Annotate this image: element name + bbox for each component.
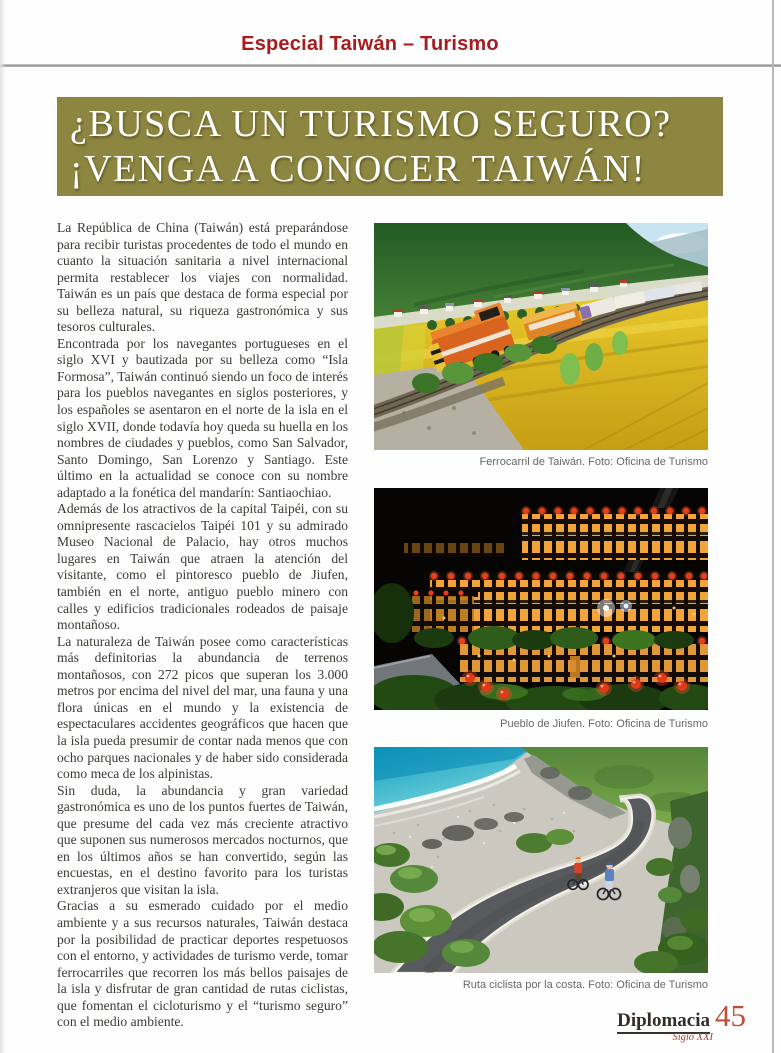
article-title-line2: ¡VENGA A CONOCER TAIWÁN! bbox=[70, 148, 646, 190]
paragraph: Sin duda, la abundancia y gran variedad gastronómica es uno de los puntos fuertes de Taiwán, que presume del cada vez más creciente atractivo que suponen sus numerosos mercados nocturnos, que en los últimos años se han convertido, según las encuestas, en el destino favorito para los turistas extranjeros que visitan la isla. bbox=[57, 782, 348, 897]
page-edge-line bbox=[772, 0, 774, 1053]
edition-label: Siglo XXI bbox=[672, 1032, 713, 1043]
photo-coastal-route bbox=[374, 747, 708, 973]
magazine-name: Diplomacia bbox=[617, 1010, 710, 1034]
coastal-photo-illustration bbox=[374, 747, 708, 973]
article-title-banner bbox=[57, 97, 723, 196]
paragraph: Encontrada por los navegantes portugueses en el siglo XVI y bautizada por su belleza como “Isla Formosa”, Taiwán continuó siendo un foco de interés para los pueblos navegantes en siglos posteriores, y los españoles se asentaron en el norte de la isla en el siglo XVII, donde todavía hoy queda su huella en los nombres de ciudades y pueblos, como San Salvador, Santo Domingo, San Lorenzo y Santiago. Este último en la actualidad se conoce con su nombre adaptado a la fonética del mandarín: Santiaochiao. bbox=[57, 335, 348, 500]
paragraph: La República de China (Taiwán) está preparándose para recibir turistas procedentes de todo el mundo en cuanto la situación sanitaria a nivel internacional permita restablecer los viajes con normalidad. Taiwán es un país que destaca de forma especial por su belleza natural, su riqueza gastronómica y sus tesoros culturales. bbox=[57, 220, 348, 335]
section-kicker: Especial Taiwán – Turismo bbox=[241, 33, 499, 55]
photo-taiwan-railway bbox=[374, 223, 708, 450]
jiufen-photo-illustration bbox=[374, 488, 708, 710]
photo-caption-coastal: Ruta ciclista por la costa. Foto: Oficina de Turismo bbox=[462, 979, 708, 991]
railway-photo-illustration bbox=[374, 223, 708, 450]
article-body bbox=[57, 220, 348, 1031]
page-edge-shadow bbox=[0, 0, 6, 1053]
header-divider bbox=[0, 64, 781, 67]
photo-caption-railway: Ferrocarril de Taiwán. Foto: Oficina de Turismo bbox=[479, 456, 708, 468]
photo-jiufen-night bbox=[374, 488, 708, 710]
page-number: 45 bbox=[715, 998, 746, 1033]
paragraph: Además de los atractivos de la capital Taipéi, con su omnipresente rascacielos Taipéi 101 y su admirado Museo Nacional de Palacio, hay otros muchos lugares en Taiwán que atraen la atención del visitante, como el pintoresco pueblo de Jiufen, también en el norte, antiguo pueblo minero con calles y edificios tradicionales rodeados de paisaje montañoso. bbox=[57, 501, 348, 633]
article-title-line1: ¿BUSCA UN TURISMO SEGURO? bbox=[70, 103, 672, 145]
photo-caption-jiufen: Pueblo de Jiufen. Foto: Oficina de Turismo bbox=[500, 718, 708, 730]
page-footer bbox=[617, 1000, 746, 1044]
paragraph: La naturaleza de Taiwán posee como características más definitorias la abundancia de terrenos montañosos, con 272 picos que superan los 3.000 metros por encima del nivel del mar, una fauna y una flora únicas en el mundo y la existencia de espectaculares accidentes geográficos que hacen que la isla pueda presumir de contar nada menos que con ocho parques nacionales y de haber sido considerada como meca de los alpinistas. bbox=[57, 633, 348, 782]
paragraph: Gracias a su esmerado cuidado por el medio ambiente y a sus recursos naturales, Taiwán destaca por la posibilidad de practicar deportes respetuosos con el entorno, y actividades de turismo verde, tomar ferrocarriles que recorren los más bellos paisajes de la isla y disfrutar de gran cantidad de rutas ciclistas, que fomentan el cicloturismo y el “turismo seguro” con el medio ambiente. bbox=[57, 898, 348, 1030]
